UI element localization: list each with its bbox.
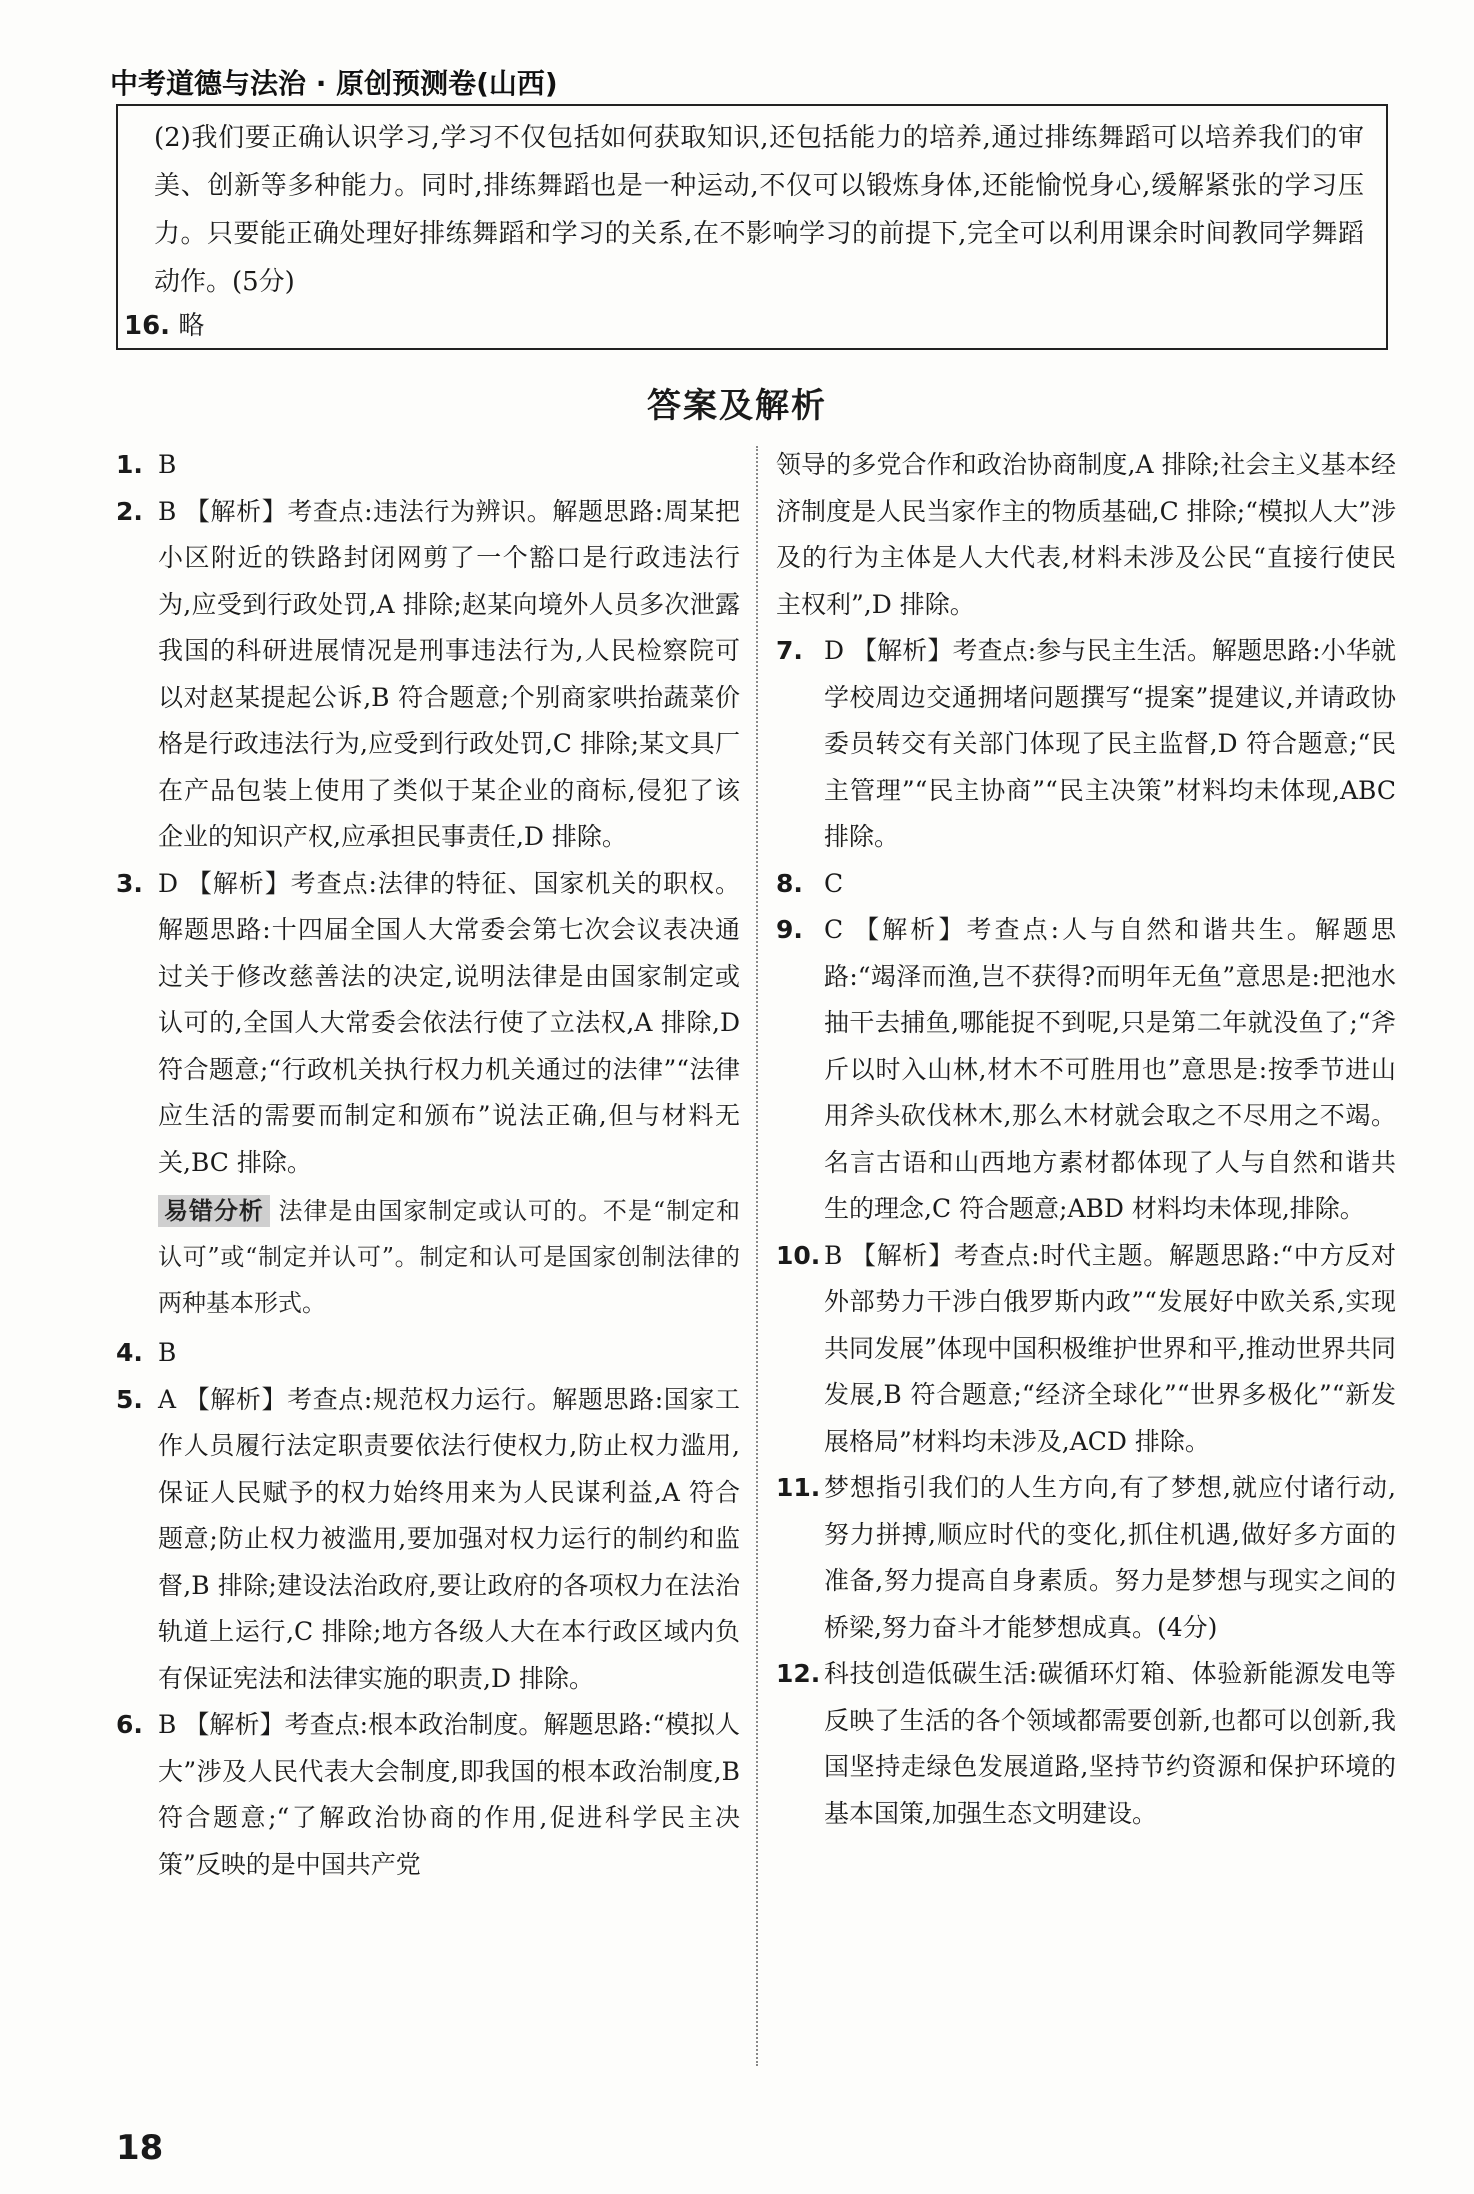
answer-item (776, 1465, 1396, 1651)
answer-item (776, 1651, 1396, 1837)
item-6-continuation: 领导的多党合作和政治协商制度,A 排除;社会主义基本经济制度是人民当家作主的物质基础,C 排除;“模拟人大”涉及的行为主体是人大代表,材料未涉及公民“直接行使民主权利”,D 排除。 (776, 450, 1396, 619)
page-header: 中考道德与法治 · 原创预测卷(山西) (110, 67, 558, 100)
error-analysis-text: 法律是由国家制定或认可的。不是“制定和认可”或“制定并认可”。制定和认可是国家创制法律的两种基本形式。 (158, 1197, 740, 1317)
item-number: 11. (776, 1473, 821, 1502)
answer-item (776, 907, 1396, 1233)
item-number: 1. (116, 450, 143, 479)
answer-item (776, 861, 1396, 908)
q16-text: 略 (178, 311, 205, 341)
q16-number: 16. (124, 311, 171, 341)
item-number: 5. (116, 1384, 143, 1414)
q16-answer (124, 302, 204, 350)
right-column (776, 442, 1396, 1837)
item-number: 2. (116, 496, 143, 526)
item-number: 7. (776, 636, 803, 665)
item-text: D 【解析】考查点:法律的特征、国家机关的职权。解题思路:十四届全国人大常委会第七次会议表决通过关于修改慈善法的决定,说明法律是由国家制定或认可的,全国人大常委会依法行使了立法权,A 排除,D 符合题意;“行政机关执行权力机关通过的法律”“法律应生活的需要而制定和颁布”说法正确,但与材料无关,BC 排除。 (158, 868, 740, 1177)
item-text: C (824, 868, 844, 898)
left-column (116, 442, 740, 1888)
item-number: 8. (776, 868, 803, 898)
item-number: 6. (116, 1710, 143, 1739)
answer-item (776, 628, 1396, 861)
item-number: 10. (776, 1240, 821, 1270)
q15-part2-answer: (2)我们要正确认识学习,学习不仅包括如何获取知识,还包括能力的培养,通过排练舞蹈可以培养我们的审美、创新等多种能力。同时,排练舞蹈也是一种运动,不仅可以锻炼身体,还能愉悦身心,缓解紧张的学习压力。只要能正确处理好排练舞蹈和学习的关系,在不影响学习的前提下,完全可以利用课余时间教同学舞蹈动作。(5分) (154, 123, 1364, 297)
item-text: B 【解析】考查点:违法行为辨识。解题思路:周某把小区附近的铁路封闭网剪了一个豁口是行政违法行为,应受到行政处罚,A 排除;赵某向境外人员多次泄露我国的科研进展情况是刑事违法行为,人民检察院可以对赵某提起公诉,B 符合题意;个别商家哄抬蔬菜价格是行政违法行为,应受到行政处罚,C 排除;某文具厂在产品包装上使用了类似于某企业的商标,侵犯了该企业的知识产权,应承担民事责任,D 排除。 (158, 496, 740, 851)
item-text: B (158, 1338, 177, 1367)
item-text: B (158, 450, 177, 479)
item-text: D 【解析】考查点:参与民主生活。解题思路:小华就学校周边交通拥堵问题撰写“提案”提建议,并请政协委员转交有关部门体现了民主监督,D 符合题意;“民主管理”“民主协商”“民主决策”材料均未体现,ABC 排除。 (824, 636, 1396, 851)
item-number: 3. (116, 868, 143, 898)
column-divider (756, 446, 758, 2066)
item-text: B 【解析】考查点:根本政治制度。解题思路:“模拟人大”涉及人民代表大会制度,即我国的根本政治制度,B 符合题意;“了解政治协商的作用,促进科学民主决策”反映的是中国共产党 (158, 1710, 740, 1879)
answer-box-q15-16 (116, 104, 1388, 350)
item-text: C 【解析】考查点:人与自然和谐共生。解题思路:“竭泽而渔,岂不获得?而明年无鱼”意思是:把池水抽干去捕鱼,哪能捉不到呢,只是第二年就没鱼了;“斧斤以时入山林,材木不可胜用也”意思是:按季节进山用斧头砍伐林木,那么木材就会取之不尽用之不竭。名言古语和山西地方素材都体现了人与自然和谐共生的理念,C 符合题意;ABD 材料均未体现,排除。 (824, 915, 1396, 1223)
item-text: B 【解析】考查点:时代主题。解题思路:“中方反对外部势力干涉白俄罗斯内政”“发展好中欧关系,实现共同发展”体现中国积极维护世界和平,推动世界共同发展,B 符合题意;“经济全球化”“世界多极化”“新发展格局”材料均未涉及,ACD 排除。 (824, 1240, 1396, 1456)
answer-item (116, 489, 740, 861)
section-title: 答案及解析 (647, 386, 827, 426)
page-number: 18 (116, 2128, 164, 2168)
item-number: 12. (776, 1659, 821, 1688)
answer-item (116, 1330, 740, 1377)
item-number: 4. (116, 1338, 143, 1367)
answer-item (776, 1233, 1396, 1466)
answer-item (116, 1377, 740, 1703)
answer-item (116, 861, 740, 1187)
answer-item (116, 1702, 740, 1888)
answer-item (116, 442, 740, 489)
item-text: 科技创造低碳生活:碳循环灯箱、体验新能源发电等反映了生活的各个领域都需要创新,也都可以创新,我国坚持走绿色发展道路,坚持节约资源和保护环境的基本国策,加强生态文明建设。 (824, 1659, 1396, 1828)
item-text: A 【解析】考查点:规范权力运行。解题思路:国家工作人员履行法定职责要依法行使权力,防止权力滥用,保证人民赋予的权力始终用来为人民谋利益,A 符合题意;防止权力被滥用,要加强对权力运行的制约和监督,B 排除;建设法治政府,要让政府的各项权力在法治轨道上运行,C 排除;地方各级人大在本行政区域内负有保证宪法和法律实施的职责,D 排除。 (158, 1384, 740, 1693)
error-analysis-tag: 易错分析 (158, 1195, 270, 1227)
item-number: 9. (776, 915, 803, 944)
error-analysis-note (158, 1188, 740, 1326)
item-text: 梦想指引我们的人生方向,有了梦想,就应付诸行动,努力拼搏,顺应时代的变化,抓住机遇,做好多方面的准备,努力提高自身素质。努力是梦想与现实之间的桥梁,努力奋斗才能梦想成真。(4分) (824, 1473, 1396, 1642)
